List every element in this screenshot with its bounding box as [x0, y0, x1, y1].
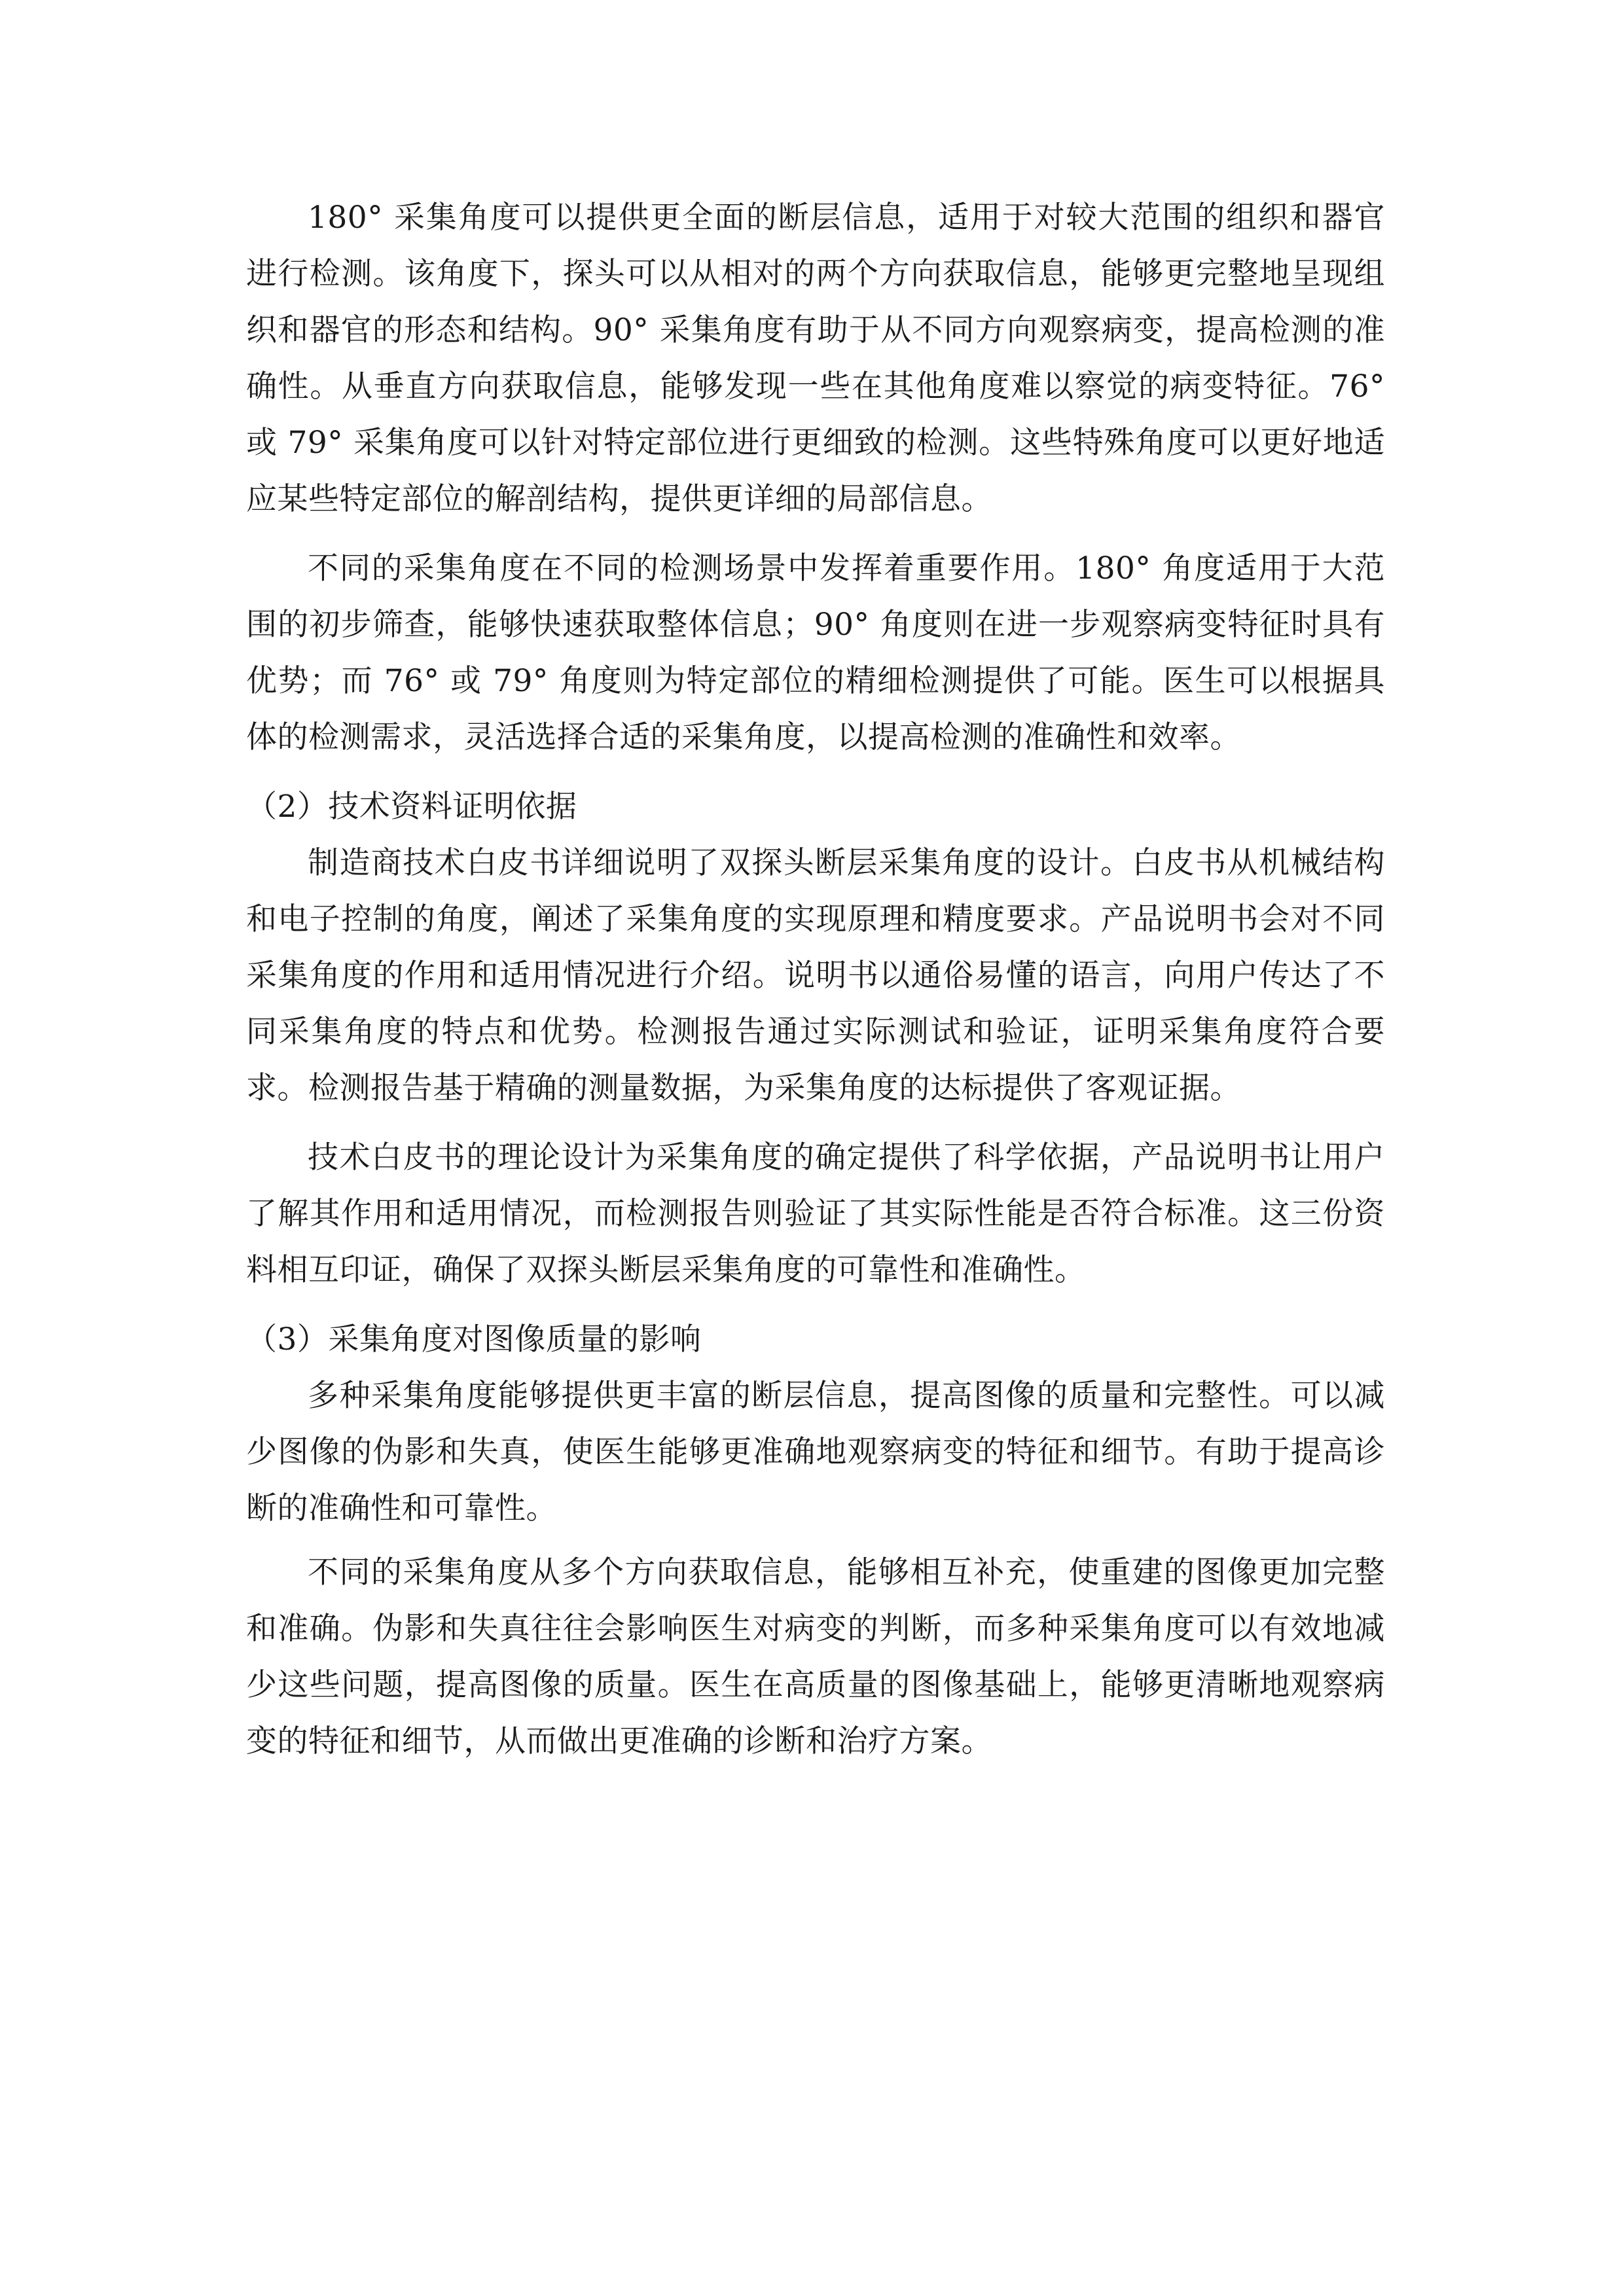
paragraph-complementary-angles: 不同的采集角度从多个方向获取信息，能够相互补充，使重建的图像更加完整和准确。伪影和失真往往会影响医生对病变的判断，而多种采集角度可以有效地减少这些问题，提高图像的质量。医生在高质量的图像基础上，能够更清晰地观察病变的特征和细节，从而做出更准确的诊断和治疗方案。: [246, 1554, 1385, 1759]
section-heading-technical-evidence: （2）技术资料证明依据: [246, 789, 577, 825]
paragraph-whitepaper: 制造商技术白皮书详细说明了双探头断层采集角度的设计。白皮书从机械结构和电子控制的角度，阐述了采集角度的实现原理和精度要求。产品说明书会对不同采集角度的作用和适用情况进行介绍。说明书以通俗易懂的语言，向用户传达了不同采集角度的特点和优势。检测报告通过实际测试和验证，证明采集角度符合要求。检测报告基于精确的测量数据，为采集角度的达标提供了客观证据。: [246, 845, 1385, 1106]
paragraph-image-quality: 多种采集角度能够提供更丰富的断层信息，提高图像的质量和完整性。可以减少图像的伪影和失真，使医生能够更准确地观察病变的特征和细节。有助于提高诊断的准确性和可靠性。: [246, 1378, 1385, 1526]
paragraph-angle-scenarios: 不同的采集角度在不同的检测场景中发挥着重要作用。180° 角度适用于大范围的初步筛查，能够快速获取整体信息；90° 角度则在进一步观察病变特征时具有优势；而 76° 或 79° 角度则为特定部位的精细检测提供了可能。医生可以根据具体的检测需求，灵活选择合适的采集角度，以提高检测的准确性和效率。: [246, 550, 1385, 755]
section-heading-image-quality: （3）采集角度对图像质量的影响: [246, 1321, 702, 1357]
paragraph-collection-angles: 180° 采集角度可以提供更全面的断层信息，适用于对较大范围的组织和器官进行检测。该角度下，探头可以从相对的两个方向获取信息，能够更完整地呈现组织和器官的形态和结构。90° 采集角度有助于从不同方向观察病变，提高检测的准确性。从垂直方向获取信息，能够发现一些在其他角度难以察觉的病变特征。76° 或 79° 采集角度可以针对特定部位进行更细致的检测。这些特殊角度可以更好地适应某些特定部位的解剖结构，提供更详细的局部信息。: [246, 200, 1385, 517]
paragraph-three-documents: 技术白皮书的理论设计为采集角度的确定提供了科学依据，产品说明书让用户了解其作用和适用情况，而检测报告则验证了其实际性能是否符合标准。这三份资料相互印证，确保了双探头断层采集角度的可靠性和准确性。: [246, 1139, 1385, 1288]
document-body: [246, 190, 1385, 1783]
